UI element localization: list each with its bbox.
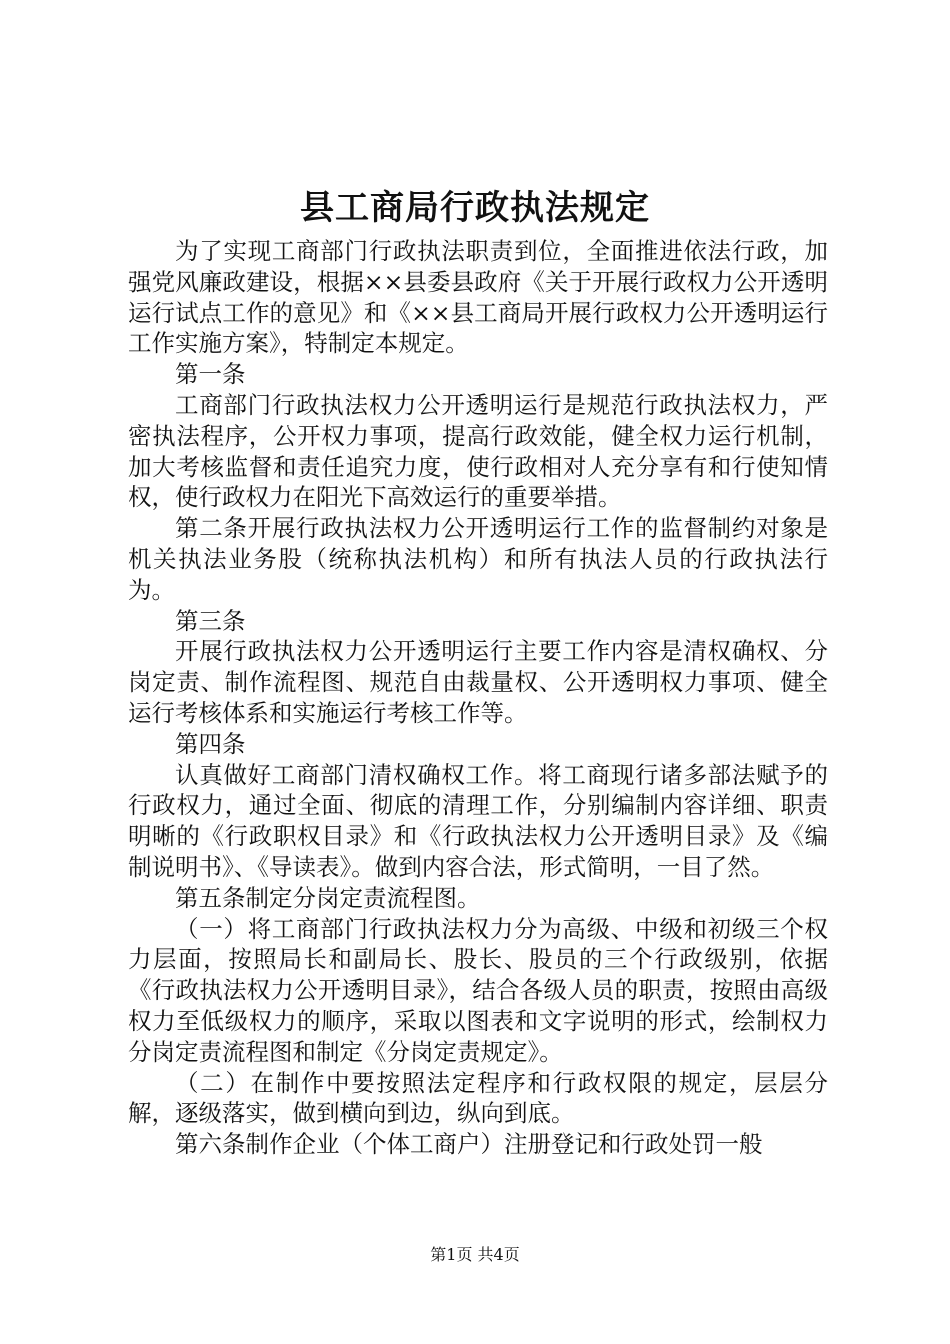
article-heading-1: 第一条 <box>175 360 246 389</box>
paragraph-article-5: 第五条制定分岗定责流程图。 <box>175 883 481 912</box>
paragraph-article-2: 第二条开展行政执法权力公开透明运行工作的监督制约对象是机关执法业务股（统称执法机构）和所有执法人员的行政执法行为。 <box>128 514 828 604</box>
article-heading-4: 第四条 <box>175 729 246 758</box>
paragraph-article-5-item-2: （二）在制作中要按照法定程序和行政权限的规定，层层分解，逐级落实，做到横向到边，纵向到底。 <box>128 1068 828 1128</box>
document-body <box>128 236 828 1160</box>
page-number-footer: 第1页 共4页 <box>430 1245 520 1264</box>
paragraph-preamble: 为了实现工商部门行政执法职责到位，全面推进依法行政，加强党风廉政建设，根据××县委县政府《关于开展行政权力公开透明运行试点工作的意见》和《××县工商局开展行政权力公开透明运行工作实施方案》，特制定本规定。 <box>128 237 828 358</box>
paragraph-article-1: 工商部门行政执法权力公开透明运行是规范行政执法权力，严密执法程序，公开权力事项，提高行政效能，健全权力运行机制，加大考核监督和责任追究力度，使行政相对人充分享有和行使知情权，使行政权力在阳光下高效运行的重要举措。 <box>128 390 828 512</box>
page-title: 县工商局行政执法规定 <box>300 188 650 228</box>
paragraph-article-3: 开展行政执法权力公开透明运行主要工作内容是清权确权、分岗定责、制作流程图、规范自由裁量权、公开透明权力事项、健全运行考核体系和实施运行考核工作等。 <box>128 637 828 727</box>
paragraph-article-5-item-1: （一）将工商部门行政执法权力分为高级、中级和初级三个权力层面，按照局长和副局长、股长、股员的三个行政级别，依据《行政执法权力公开透明目录》，结合各级人员的职责，按照由高级权力至低级权力的顺序，采取以图表和文字说明的形式，绘制权力分岗定责流程图和制定《分岗定责规定》。 <box>128 914 828 1066</box>
article-heading-3: 第三条 <box>175 606 246 635</box>
paragraph-article-6: 第六条制作企业（个体工商户）注册登记和行政处罚一般 <box>175 1130 763 1159</box>
paragraph-article-4: 认真做好工商部门清权确权工作。将工商现行诸多部法赋予的行政权力，通过全面、彻底的清理工作，分别编制内容详细、职责明晰的《行政职权目录》和《行政执法权力公开透明目录》及《编制说明书》、《导读表》。做到内容合法，形式简明，一目了然。 <box>128 760 828 881</box>
